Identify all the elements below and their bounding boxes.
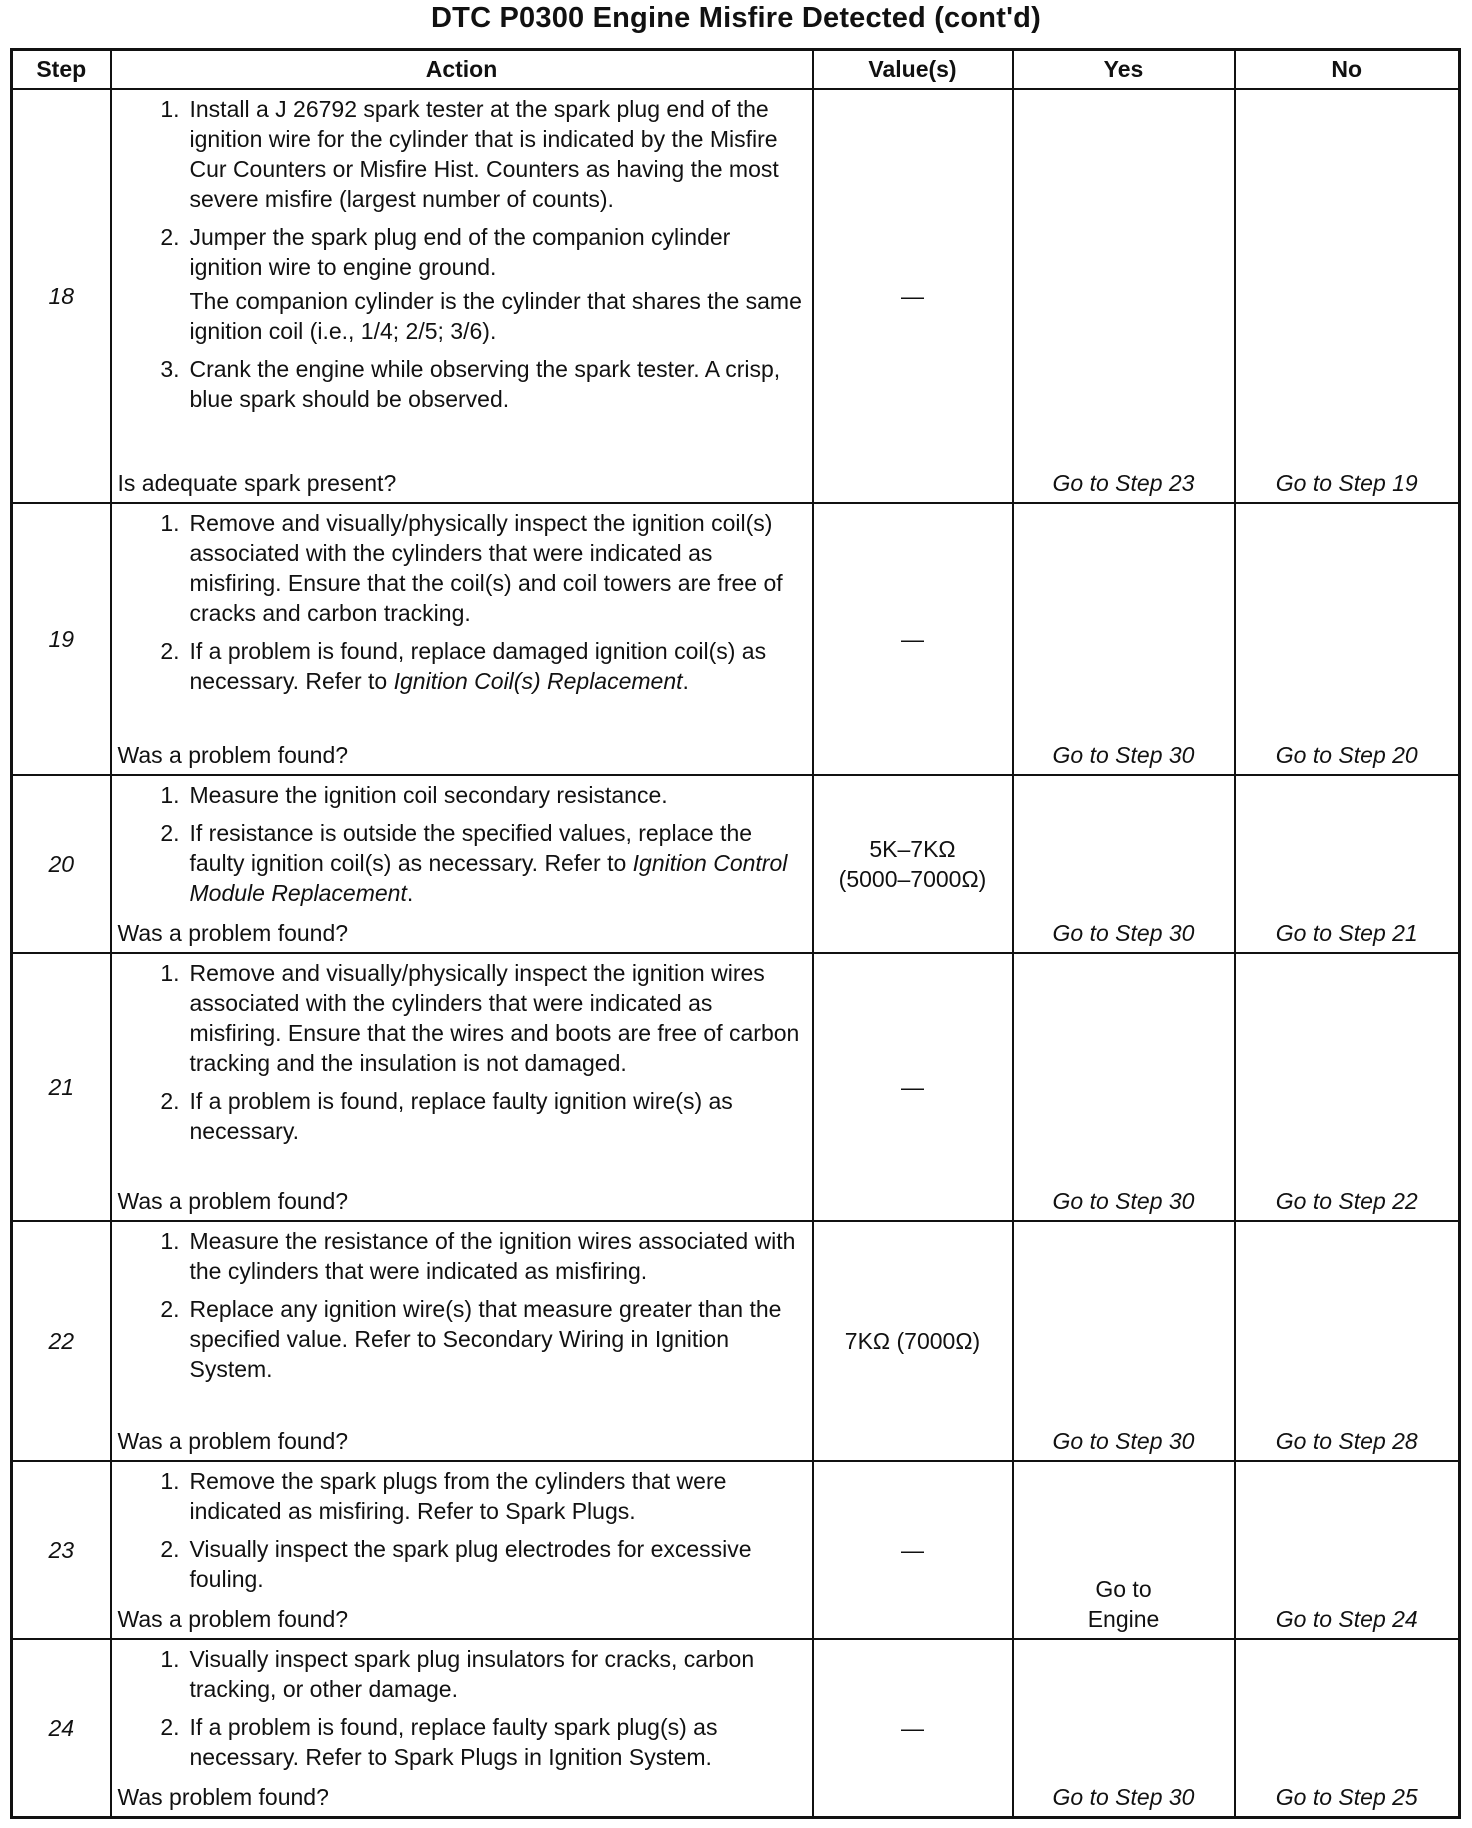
step-number: 20: [12, 775, 111, 953]
action-item: 1. Remove and visually/physically inspect the ignition wires associated with the cylinders that were indicated as misfiring. Ensure that the wires and boots are free of carbon tracking and the insulation is not damaged.: [160, 960, 800, 1076]
action-item: 2. Visually inspect the spark plug electrodes for excessive fouling.: [160, 1536, 752, 1592]
question: Was a problem found?: [117, 1428, 349, 1454]
question: Was a problem found?: [117, 1606, 349, 1632]
action-cell: [111, 1639, 813, 1817]
action-item: 2. If a problem is found, replace faulty spark plug(s) as necessary. Refer to Spark Plugs in Ignition System.: [160, 1714, 718, 1770]
step-number: 22: [12, 1221, 111, 1461]
action-item: 2. Jumper the spark plug end of the companion cylinder ignition wire to engine ground.: [160, 224, 731, 280]
action-item: 1. Remove and visually/physically inspect the ignition coil(s) associated with the cylinders that were indicated as misfiring. Ensure that the coil(s) and coil towers are free of cracks and carbon tracking.: [160, 510, 783, 626]
action-item: 1. Measure the ignition coil secondary resistance.: [160, 782, 668, 808]
no-cell: Go to Step 21: [1235, 775, 1460, 953]
question: Was problem found?: [117, 1783, 329, 1810]
header-action: Action: [111, 50, 813, 90]
action-cell: [111, 89, 813, 503]
action-cell: [111, 1461, 813, 1639]
step-number: 24: [12, 1639, 111, 1817]
table-row: [12, 953, 1460, 1221]
header-row: [12, 50, 1460, 90]
header-no: No: [1235, 50, 1460, 90]
question: Was a problem found?: [117, 920, 349, 946]
table-row: [12, 1461, 1460, 1639]
value-line: (5000–7000Ω): [838, 866, 987, 892]
action-item: 1. Measure the resistance of the ignition wires associated with the cylinders that were indicated as misfiring.: [160, 1228, 796, 1284]
page-title: DTC P0300 Engine Misfire Detected (cont'd): [431, 2, 1041, 34]
no-cell: Go to Step 24: [1235, 1461, 1460, 1639]
question: Is adequate spark present?: [117, 470, 397, 496]
question: Was a problem found?: [117, 1188, 349, 1214]
no-cell: Go to Step 20: [1235, 503, 1460, 775]
yes-line: Go to: [1095, 1576, 1152, 1602]
reference-link: Ignition Control Module Replacement: [189, 850, 788, 906]
step-number: 23: [12, 1461, 111, 1639]
action-item: 2. Replace any ignition wire(s) that measure greater than the specified value. Refer to Secondary Wiring in Ignition System.: [160, 1296, 782, 1382]
no-cell: Go to Step 28: [1235, 1221, 1460, 1461]
yes-cell: Go to Step 30: [1013, 1221, 1235, 1461]
no-cell: Go to Step 19: [1235, 89, 1460, 503]
yes-cell: Go to Step 30: [1013, 1639, 1235, 1817]
table-row: [12, 503, 1460, 775]
yes-line: Engine: [1087, 1606, 1160, 1632]
header-step: Step: [12, 50, 111, 90]
step-number: 19: [12, 503, 111, 775]
value-line: 5K–7KΩ: [869, 836, 956, 862]
value-cell: —: [813, 1461, 1013, 1639]
value-cell: —: [813, 503, 1013, 775]
value-cell: —: [813, 1639, 1013, 1817]
action-item: 1. Visually inspect spark plug insulators for cracks, carbon tracking, or other damage.: [160, 1646, 755, 1702]
action-note: The companion cylinder is the cylinder that shares the same ignition coil (i.e., 1/4; 2/5; 3/6).: [189, 288, 802, 344]
action-cell: [111, 775, 813, 953]
yes-cell: Go to Step 23: [1013, 89, 1235, 503]
value-cell: —: [813, 953, 1013, 1221]
no-cell: Go to Step 22: [1235, 953, 1460, 1221]
table-row: [12, 1639, 1460, 1817]
action-item: 2. If resistance is outside the specified values, replace the faulty ignition coil(s) as necessary. Refer to Ignition Control Module Replacement.: [160, 820, 788, 906]
action-item: 1. Install a J 26792 spark tester at the spark plug end of the ignition wire for the cylinder that is indicated by the Misfire Cur Counters or Misfire Hist. Counters as having the most severe misfire (largest number of counts).: [160, 96, 779, 212]
value-cell: —: [813, 89, 1013, 503]
step-number: 21: [12, 953, 111, 1221]
action-cell: [111, 503, 813, 775]
table-row: [12, 775, 1460, 953]
yes-cell: [1013, 1461, 1235, 1639]
table-row: [12, 1221, 1460, 1461]
value-cell: 7KΩ (7000Ω): [813, 1221, 1013, 1461]
question: Was a problem found?: [117, 742, 349, 768]
diagnostic-table: [10, 48, 1461, 1819]
yes-cell: Go to Step 30: [1013, 953, 1235, 1221]
value-cell: [813, 775, 1013, 953]
yes-cell: Go to Step 30: [1013, 503, 1235, 775]
action-cell: [111, 1221, 813, 1461]
action-item: 3. Crank the engine while observing the spark tester. A crisp, blue spark should be observed.: [160, 356, 781, 412]
action-cell: [111, 953, 813, 1221]
header-values: Value(s): [813, 50, 1013, 90]
yes-cell: Go to Step 30: [1013, 775, 1235, 953]
reference-link: Ignition Coil(s) Replacement: [393, 668, 683, 694]
action-item: 2. If a problem is found, replace damaged ignition coil(s) as necessary. Refer to Ignition Coil(s) Replacement.: [160, 638, 767, 694]
action-item: 2. If a problem is found, replace faulty ignition wire(s) as necessary.: [160, 1088, 733, 1144]
step-number: 18: [12, 89, 111, 503]
table-row: [12, 89, 1460, 503]
header-yes: Yes: [1013, 50, 1235, 90]
action-item: 1. Remove the spark plugs from the cylinders that were indicated as misfiring. Refer to Spark Plugs.: [160, 1468, 727, 1524]
no-cell: Go to Step 25: [1235, 1639, 1460, 1817]
